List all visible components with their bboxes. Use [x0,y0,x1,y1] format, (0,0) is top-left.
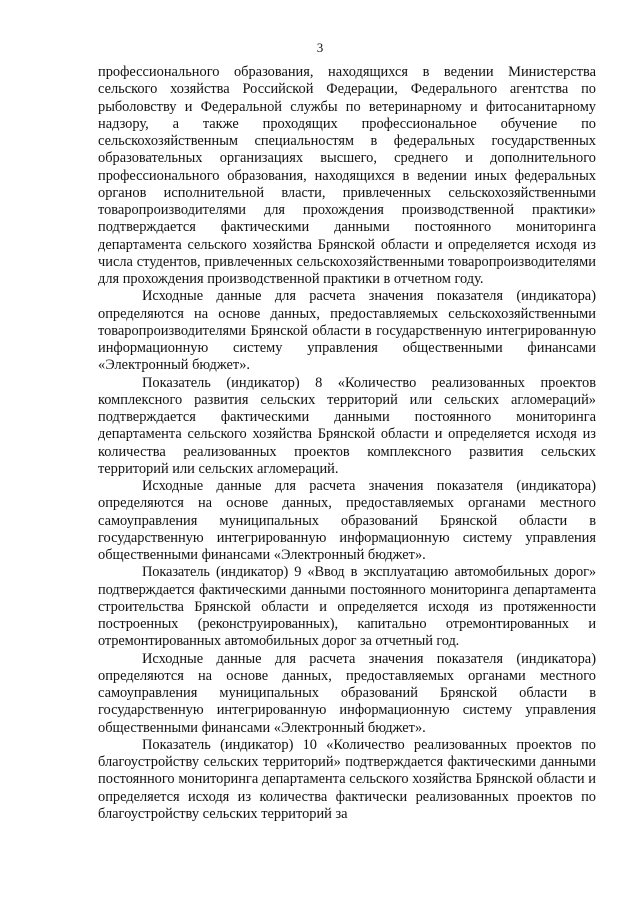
paragraph-continuation: профессионального образования, находящихся в ведении Министерства сельского хозяйства Российской Федерации, Федерального агентства по рыболовству и Федеральной службы по ветеринарному и фитосанитарному надзору, а также проходящих профессиональное обучение по сельскохозяйственным специальностям в федеральных государственных образовательных организациях высшего, среднего и дополнительного профессионального образования, находящихся в ведении иных федеральных органов исполнительной власти, привлеченных сельскохозяйственными товаропроизводителями для прохождения производственной практики» подтверждается фактическими данными постоянного мониторинга департамента сельского хозяйства Брянской области и определяется исходя из числа студентов, привлеченных сельскохозяйственными товаропроизводителями для прохождения производственной практики в отчетном году. [98,64,596,287]
page-number: 3 [316,40,324,55]
paragraph-source-data-1: Исходные данные для расчета значения показателя (индикатора) определяются на основе данных, предоставляемых сельскохозяйственными товаропроизводителями Брянской области в государственную интегрированную информационную систему управления общественными финансами «Электронный бюджет». [98,288,596,374]
paragraph-source-data-2: Исходные данные для расчета значения показателя (индикатора) определяются на основе данных, предоставляемых органами местного самоуправления муниципальных образований Брянской области в государственную интегрированную информационную систему управления общественными финансами «Электронный бюджет». [98,478,596,563]
paragraph-indicator-9: Показатель (индикатор) 9 «Ввод в эксплуатацию автомобильных дорог» подтверждается фактическими данными постоянного мониторинга департамента строительства Брянской области и определяется исходя из протяженности построенных (реконструированных), капитально отремонтированных и отремонтированных автомобильных дорог за отчетный год. [98,564,596,650]
paragraph-source-data-3: Исходные данные для расчета значения показателя (индикатора) определяются на основе данных, предоставляемых органами местного самоуправления муниципальных образований Брянской области в государственную интегрированную информационную систему управления общественными финансами «Электронный бюджет». [98,650,596,736]
document-body [98,64,596,823]
paragraph-indicator-10: Показатель (индикатор) 10 «Количество реализованных проектов по благоустройству сельских территорий» подтверждается фактическими данными постоянного мониторинга департамента сельского хозяйства Брянской области и определяется исходя из количества фактически реализованных проектов по благоустройству сельских территорий за [98,736,596,822]
paragraph-indicator-8: Показатель (индикатор) 8 «Количество реализованных проектов комплексного развития сельских территорий или сельских агломераций» подтверждается фактическими данными постоянного мониторинга департамента сельского хозяйства Брянской области и определяется исходя из количества реализованных проектов комплексного развития сельских территорий или сельских агломераций. [98,374,596,477]
